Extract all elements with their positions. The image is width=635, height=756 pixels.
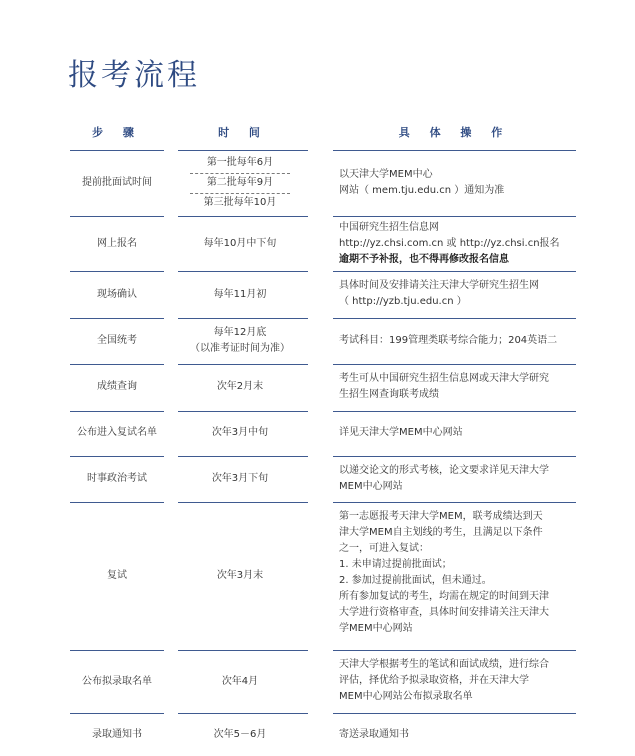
time-line: 每年12月底 xyxy=(213,327,267,338)
table-cell-detail xyxy=(339,425,571,441)
table-cell-detail xyxy=(339,371,571,403)
table-rule xyxy=(333,150,576,151)
table-cell-step: 复试 xyxy=(107,570,127,581)
table-rule xyxy=(70,216,164,217)
table-cell-time: 次年2月末 xyxy=(216,381,264,392)
table-rule xyxy=(333,650,576,651)
table-rule xyxy=(70,456,164,457)
detail-line: 以递交论文的形式考核，论文要求详见天津大学 xyxy=(339,465,549,476)
table-cell-detail xyxy=(339,727,571,743)
table-cell-step: 提前批面试时间 xyxy=(82,177,152,188)
table-rule xyxy=(333,411,576,412)
table-rule xyxy=(70,502,164,503)
table-cell-detail xyxy=(339,278,571,310)
detail-line: 详见天津大学MEM中心网站 xyxy=(339,427,463,438)
table-rule xyxy=(333,318,576,319)
column-header-detail: 具 体 操 作 xyxy=(398,126,511,139)
detail-line: 寄送录取通知书 xyxy=(339,729,409,740)
table-rule xyxy=(70,411,164,412)
table-cell-time: 第三批每年10月 xyxy=(203,197,277,208)
dashed-divider xyxy=(190,193,290,194)
table-rule xyxy=(178,650,308,651)
table-rule xyxy=(178,150,308,151)
column-header-time: 时 间 xyxy=(218,126,268,139)
table-cell-time: 每年11月初 xyxy=(213,289,267,300)
table-cell-detail xyxy=(339,167,571,199)
table-cell-time: 次年3月下旬 xyxy=(211,473,269,484)
detail-line: 大学进行资格审查，具体时间安排请关注天津大 xyxy=(339,607,549,618)
detail-line: 之一，可进入复试： xyxy=(339,543,429,554)
table-cell-time: 次年5－6月 xyxy=(213,729,267,740)
table-rule xyxy=(70,271,164,272)
table-cell-step: 公布拟录取名单 xyxy=(82,676,152,687)
table-rule xyxy=(333,364,576,365)
table-cell-step: 现场确认 xyxy=(97,289,137,300)
table-cell-detail xyxy=(339,463,571,495)
table-cell-step: 录取通知书 xyxy=(92,729,142,740)
detail-line: 生招生网查询联考成绩 xyxy=(339,389,439,400)
table-cell-time xyxy=(182,325,298,357)
detail-line: 第一志愿报考天津大学MEM，联考成绩达到天 xyxy=(339,511,543,522)
table-cell-step: 全国统考 xyxy=(97,335,137,346)
detail-line: 1. 未申请过提前批面试； xyxy=(339,559,452,570)
detail-line: http://yz.chsi.com.cn 或 http://yz.chsi.cn报名 xyxy=(339,238,560,249)
table-rule xyxy=(333,271,576,272)
detail-line: 考试科目：199管理类联考综合能力；204英语二 xyxy=(339,335,558,346)
table-cell-step: 网上报名 xyxy=(97,238,137,249)
table-cell-detail xyxy=(339,509,571,637)
table-rule xyxy=(333,502,576,503)
table-cell-time: 每年10月中下旬 xyxy=(203,238,277,249)
detail-line: 天津大学根据考生的笔试和面试成绩，进行综合 xyxy=(339,659,549,670)
table-rule xyxy=(178,713,308,714)
table-rule xyxy=(178,271,308,272)
table-cell-time: 第一批每年6月 xyxy=(206,157,274,168)
table-rule xyxy=(178,502,308,503)
detail-line: 津大学MEM自主划线的考生，且满足以下条件 xyxy=(339,527,543,538)
dashed-divider xyxy=(190,173,290,174)
table-cell-step: 成绩查询 xyxy=(97,381,137,392)
table-rule xyxy=(178,318,308,319)
table-rule xyxy=(70,150,164,151)
table-rule xyxy=(333,713,576,714)
table-rule xyxy=(333,456,576,457)
table-rule xyxy=(70,713,164,714)
detail-line: 考生可从中国研究生招生信息网或天津大学研究 xyxy=(339,373,549,384)
table-cell-detail xyxy=(339,220,571,268)
detail-line: （ http://yzb.tju.edu.cn ） xyxy=(339,296,467,307)
detail-line: 评估，择优给予拟录取资格，并在天津大学 xyxy=(339,675,529,686)
table-cell-time: 次年3月末 xyxy=(216,570,264,581)
table-rule xyxy=(70,650,164,651)
table-cell-step: 公布进入复试名单 xyxy=(77,427,157,438)
table-cell-time: 次年3月中旬 xyxy=(211,427,269,438)
detail-line-emphasis: 逾期不予补报，也不得再修改报名信息 xyxy=(339,254,509,265)
table-rule xyxy=(70,364,164,365)
table-cell-detail xyxy=(339,333,571,349)
table-rule xyxy=(333,216,576,217)
detail-line: MEM中心网站公布拟录取名单 xyxy=(339,691,473,702)
detail-line: 网站（ mem.tju.edu.cn ）通知为准 xyxy=(339,185,505,196)
detail-line: 所有参加复试的考生，均需在规定的时间到天津 xyxy=(339,591,549,602)
detail-line: 具体时间及安排请关注天津大学研究生招生网 xyxy=(339,280,539,291)
table-cell-step: 时事政治考试 xyxy=(87,473,147,484)
table-rule xyxy=(178,411,308,412)
table-rule xyxy=(178,216,308,217)
page-title: 报考流程 xyxy=(68,58,200,94)
time-line: （以准考证时间为准） xyxy=(190,343,290,354)
detail-line: MEM中心网站 xyxy=(339,481,403,492)
column-header-step: 步 骤 xyxy=(92,126,142,139)
table-rule xyxy=(178,364,308,365)
detail-line: 以天津大学MEM中心 xyxy=(339,169,433,180)
detail-line: 中国研究生招生信息网 xyxy=(339,222,439,233)
table-cell-time: 次年4月 xyxy=(221,676,259,687)
table-rule xyxy=(70,318,164,319)
table-cell-detail xyxy=(339,657,571,705)
detail-line: 2. 参加过提前批面试，但未通过。 xyxy=(339,575,492,586)
table-cell-time: 第二批每年9月 xyxy=(206,177,274,188)
detail-line: 学MEM中心网站 xyxy=(339,623,413,634)
table-rule xyxy=(178,456,308,457)
